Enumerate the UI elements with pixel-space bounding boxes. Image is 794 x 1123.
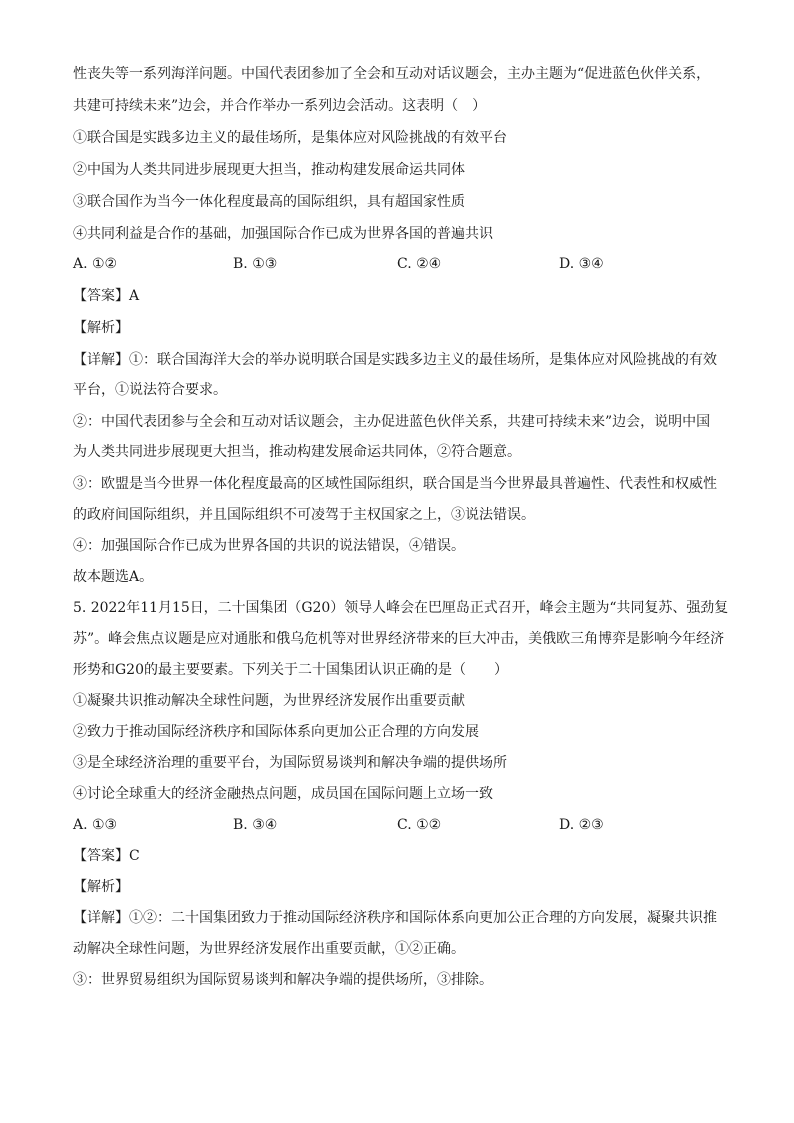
q4-answer: 【答案】A [73,288,140,304]
q5-statement-4: ④讨论全球重大的经济金融热点问题，成员国在国际问题上立场一致 [73,786,493,802]
q5-options [73,815,733,835]
q5-option-a: A. ①③ [73,817,118,833]
q4-options [73,254,733,274]
q4-statement-3: ③联合国作为当今一体化程度最高的国际组织，具有超国家性质 [73,194,465,210]
q4-option-a: A. ①② [73,256,118,272]
q4-analysis-line: ②：中国代表团参与全会和互动对话议题会，主办促进蓝色伙伴关系，共建可持续未来”边会，说明中国 [73,414,711,430]
q5-statement-2: ②致力于推动国际经济秩序和国际体系向更加公正合理的方向发展 [73,724,479,740]
q4-statement-4: ④共同利益是合作的基础，加强国际合作已成为世界各国的普遍共识 [73,226,493,242]
q4-statement-2: ②中国为人类共同进步展现更大担当，推动构建发展命运共同体 [73,162,465,178]
q5-option-b: B. ③④ [233,817,278,833]
q4-stem-line: 性丧失等一系列海洋问题。中国代表团参加了全会和互动对话议题会，主办主题为“促进蓝色伙伴关系， [73,66,711,82]
q4-analysis-line: ④：加强国际合作已成为世界各国的共识的说法错误，④错误。 [73,538,465,554]
q5-option-c: C. ①② [397,817,442,833]
q5-analysis-label: 【解析】 [73,879,129,895]
q4-analysis-line: 【详解】①：联合国海洋大会的举办说明联合国是实践多边主义的最佳场所，是集体应对风险挑战的有效 [73,352,717,368]
q4-analysis-line: 为人类共同进步展现更大担当，推动构建发展命运共同体，②符合题意。 [73,444,521,460]
q5-stem-line: 苏”。峰会焦点议题是应对通胀和俄乌危机等对世界经济带来的巨大冲击，美俄欧三角博弈是影响今年经济 [73,631,725,647]
q5-analysis-line: 动解决全球性问题，为世界经济发展作出重要贡献，①②正确。 [73,941,465,957]
q5-analysis-line: 【详解】①②：二十国集团致力于推动国际经济秩序和国际体系向更加公正合理的方向发展，凝聚共识推 [73,910,717,926]
q4-option-d: D. ③④ [559,256,604,272]
q5-analysis-line: ③：世界贸易组织为国际贸易谈判和解决争端的提供场所，③排除。 [73,972,493,988]
q4-analysis-line: 平台，①说法符合要求。 [73,382,227,398]
q4-option-c: C. ②④ [397,256,442,272]
q4-conclusion: 故本题选A。 [73,569,154,585]
q4-analysis-line: 的政府间国际组织，并且国际组织不可凌驾于主权国家之上，③说法错误。 [73,507,535,523]
q4-analysis-line: ③：欧盟是当今世界一体化程度最高的区域性国际组织，联合国是当今世界最具普遍性、代表性和权威性 [73,476,717,492]
q4-option-b: B. ①③ [233,256,278,272]
q4-statement-1: ①联合国是实践多边主义的最佳场所，是集体应对风险挑战的有效平台 [73,130,507,146]
q5-stem-line: 5. 2022年11月15日，二十国集团（G20）领导人峰会在巴厘岛正式召开，峰会主题为“共同复苏、强劲复 [73,600,729,616]
q5-option-d: D. ②③ [559,817,604,833]
q4-analysis-label: 【解析】 [73,320,129,336]
q5-statement-1: ①凝聚共识推动解决全球性问题，为世界经济发展作出重要贡献 [73,693,465,709]
q4-stem-line: 共建可持续未来”边会，并合作举办一系列边会活动。这表明（ ） [73,98,487,114]
q5-statement-3: ③是全球经济治理的重要平台，为国际贸易谈判和解决争端的提供场所 [73,755,507,771]
q5-answer: 【答案】C [73,848,140,864]
q5-stem-line: 形势和G20的最主要要素。下列关于二十国集团认识正确的是（ ） [73,662,508,678]
